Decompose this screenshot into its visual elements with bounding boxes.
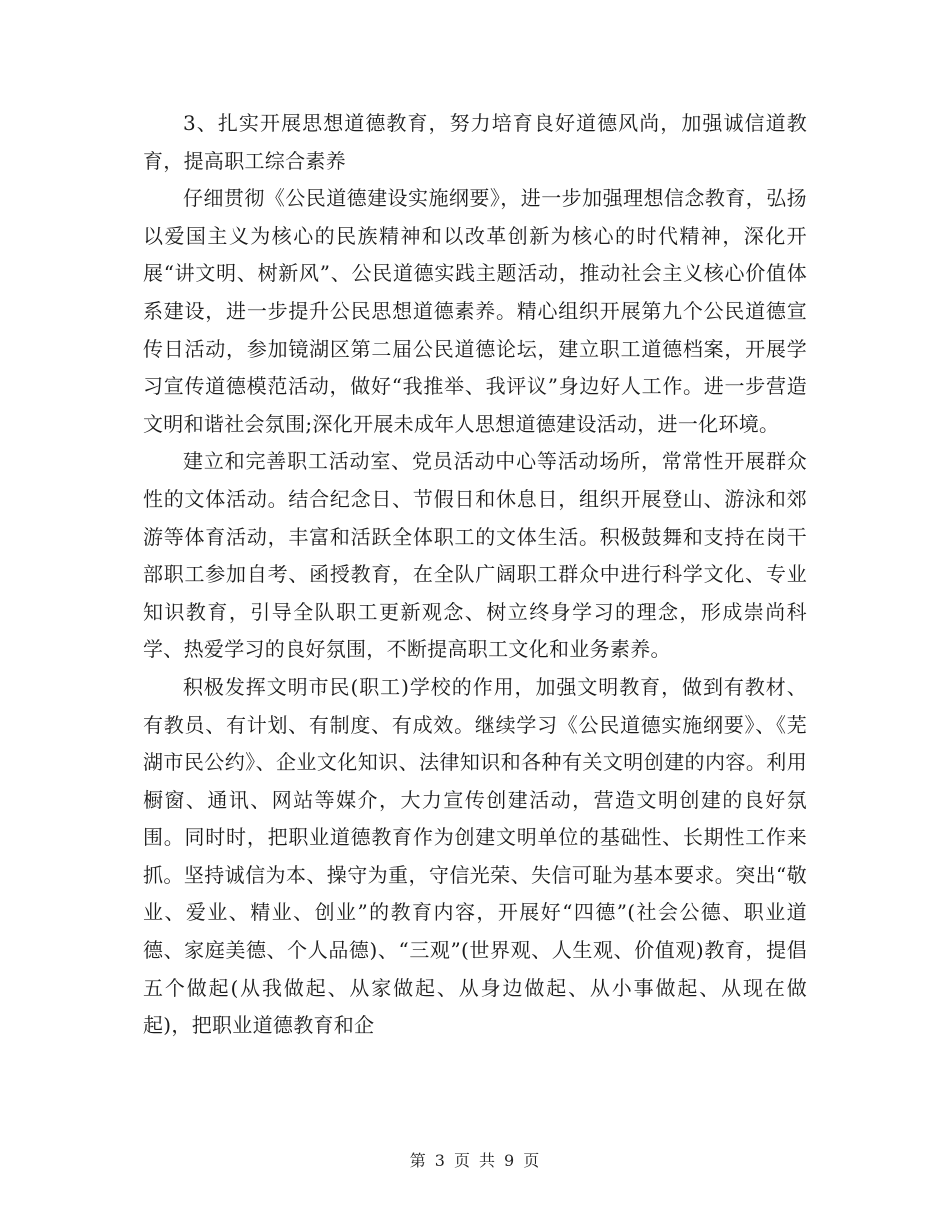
footer-suffix: 页	[523, 1151, 541, 1170]
footer-prefix: 第	[409, 1151, 427, 1170]
footer-total-word: 共	[479, 1151, 497, 1170]
paragraph-1: 仔细贯彻《公民道德建设实施纲要》，进一步加强理想信念教育，弘扬以爱国主义为核心的民族精神和以改革创新为核心的时代精神，深化开展“讲文明、树新风”、公民道德实践主题活动，推动社会主义核心价值体系建设，进一步提升公民思想道德素养。精心组织开展第九个公民道德宣传日活动，参加镜湖区第二届公民道德论坛，建立职工道德档案，开展学习宣传道德模范活动，做好“我推举、我评议”身边好人工作。进一步营造文明和谐社会氛围;深化开展未成年人思想道德建设活动，进一化环境。	[143, 186, 807, 436]
paragraph-2: 建立和完善职工活动室、党员活动中心等活动场所，常常性开展群众性的文体活动。结合纪念日、节假日和休息日，组织开展登山、游泳和郊游等体育活动，丰富和活跃全体职工的文体生活。积极鼓舞和支持在岗干部职工参加自考、函授教育，在全队广阔职工群众中进行科学文化、专业知识教育，引导全队职工更新观念、树立终身学习的理念，形成崇尚科学、热爱学习的良好氛围，不断提高职工文化和业务素养。	[143, 449, 807, 662]
section-heading: 3、扎实开展思想道德教育，努力培育良好道德风尚，加强诚信道教育，提高职工综合素养	[143, 111, 807, 173]
footer-total-pages: 9	[504, 1151, 516, 1170]
paragraph-3: 积极发挥文明市民(职工)学校的作用，加强文明教育，做到有教材、有教员、有计划、有制度、有成效。继续学习《公民道德实施纲要》、《芜湖市民公约》、企业文化知识、法律知识和各种有关文明创建的内容。利用橱窗、通讯、网站等媒介，大力宣传创建活动，营造文明创建的良好氛围。同时时，把职业道德教育作为创建文明单位的基础性、长期性工作来抓。坚持诚信为本、操守为重，守信光荣、失信可耻为基本要求。突出“敬业、爱业、精业、创业”的教育内容，开展好“四德”(社会公德、职业道德、家庭美德、个人品德)、“三观”(世界观、人生观、价值观)教育，提倡五个做起(从我做起、从家做起、从身边做起、从小事做起、从现在做起)，把职业道德教育和企	[143, 674, 807, 1038]
document-body	[143, 105, 807, 1045]
footer-page-word: 页	[453, 1151, 471, 1170]
footer-page-number: 3	[434, 1151, 446, 1170]
page-footer	[0, 1148, 950, 1171]
